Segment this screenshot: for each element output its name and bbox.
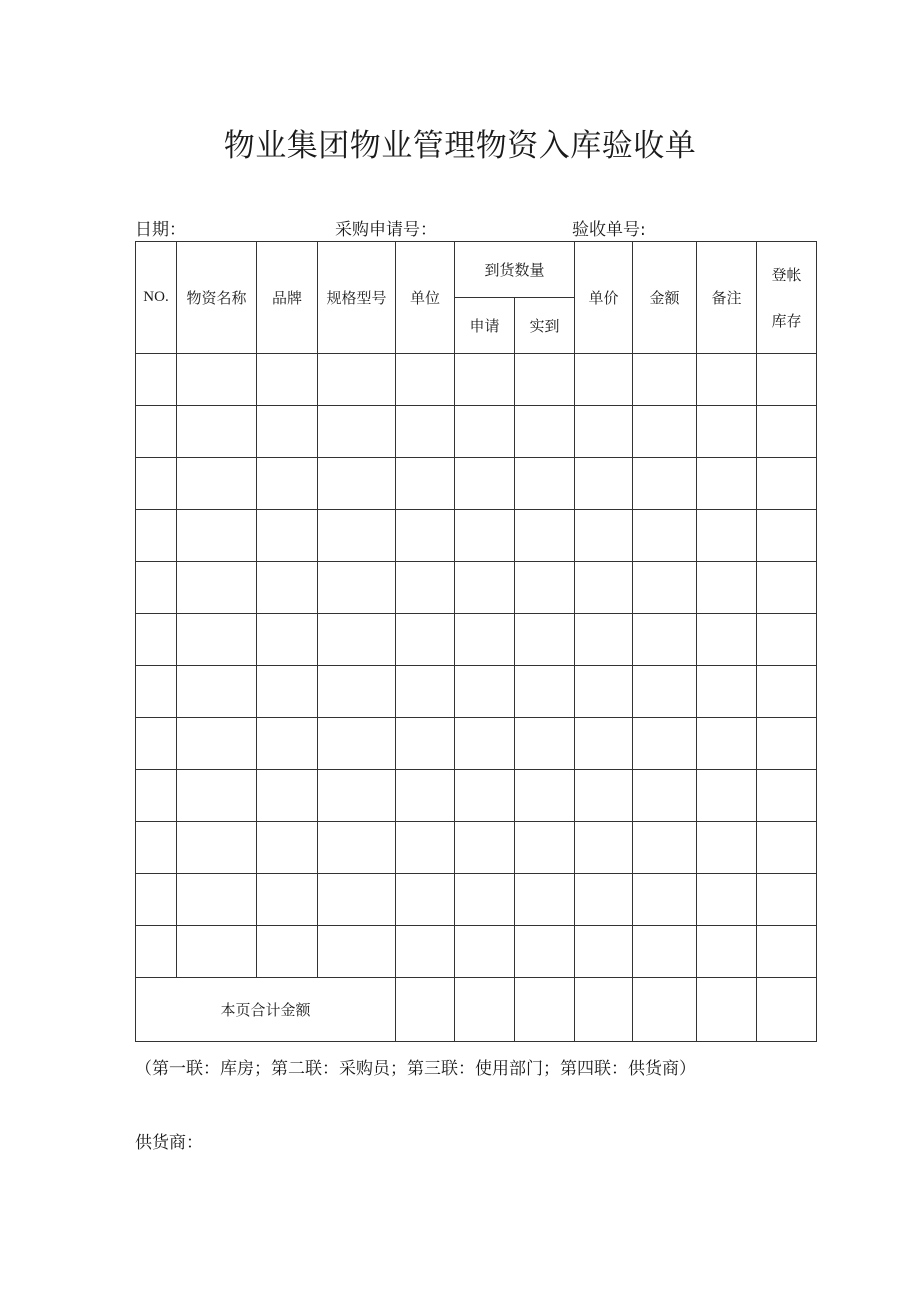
table-cell[interactable] [697,354,757,406]
supplier-label: 供货商： [135,1133,203,1153]
table-cell[interactable] [757,354,817,406]
table-cell[interactable] [697,614,757,666]
table-cell[interactable] [455,822,515,874]
table-cell[interactable] [575,822,633,874]
table-row [136,510,817,562]
total-cell[interactable] [757,978,817,1042]
table-cell[interactable] [455,562,515,614]
table-cell[interactable] [177,510,257,562]
table-cell[interactable] [257,770,318,822]
table-cell[interactable] [136,354,177,406]
table-cell[interactable] [177,770,257,822]
table-cell[interactable] [575,770,633,822]
table-cell[interactable] [455,354,515,406]
table-cell[interactable] [575,614,633,666]
total-cell[interactable] [455,978,515,1042]
table-cell[interactable] [757,822,817,874]
table-cell[interactable] [177,822,257,874]
table-cell[interactable] [515,614,575,666]
table-cell[interactable] [633,510,697,562]
table-cell[interactable] [575,406,633,458]
table-cell[interactable] [257,458,318,510]
table-cell[interactable] [455,666,515,718]
table-cell[interactable] [136,718,177,770]
table-cell[interactable] [455,406,515,458]
table-cell[interactable] [633,562,697,614]
header-brand: 品牌 [257,242,318,354]
table-cell[interactable] [697,770,757,822]
table-cell[interactable] [697,926,757,978]
table-cell[interactable] [697,718,757,770]
table-cell[interactable] [697,406,757,458]
table-cell[interactable] [257,718,318,770]
header-applied: 申请 [455,298,515,354]
table-cell[interactable] [515,354,575,406]
table-row [136,926,817,978]
table-cell[interactable] [177,562,257,614]
header-actual: 实到 [515,298,575,354]
table-cell[interactable] [515,510,575,562]
table-cell[interactable] [396,562,455,614]
table-cell[interactable] [455,510,515,562]
table-cell[interactable] [136,562,177,614]
table-cell[interactable] [257,666,318,718]
table-row [136,874,817,926]
table-cell[interactable] [515,926,575,978]
table-cell[interactable] [396,874,455,926]
table-cell[interactable] [318,562,396,614]
table-cell[interactable] [318,666,396,718]
total-cell[interactable] [633,978,697,1042]
table-cell[interactable] [575,874,633,926]
table-row [136,406,817,458]
table-cell[interactable] [318,614,396,666]
table-cell[interactable] [318,718,396,770]
table-cell[interactable] [697,562,757,614]
header-ledger: 登帐 [771,265,802,284]
table-cell[interactable] [515,874,575,926]
total-cell[interactable] [396,978,455,1042]
table-cell[interactable] [396,354,455,406]
table-cell[interactable] [455,874,515,926]
table-cell[interactable] [318,510,396,562]
table-row [136,770,817,822]
header-arrival-qty: 到货数量 [455,242,575,298]
table-cell[interactable] [396,510,455,562]
table-cell[interactable] [515,718,575,770]
table-cell[interactable] [318,354,396,406]
table-cell[interactable] [257,822,318,874]
table-cell[interactable] [757,718,817,770]
header-spec: 规格型号 [318,242,396,354]
date-label: 日期： [135,220,186,240]
table-cell[interactable] [257,874,318,926]
table-cell[interactable] [633,614,697,666]
table-cell[interactable] [396,718,455,770]
table-cell[interactable] [757,666,817,718]
table-cell[interactable] [575,718,633,770]
table-cell[interactable] [633,406,697,458]
table-cell[interactable] [396,822,455,874]
table-cell[interactable] [177,874,257,926]
total-label: 本页合计金额 [136,978,396,1042]
table-cell[interactable] [177,666,257,718]
form-title: 物业集团物业管理物资入库验收单 [223,128,697,164]
copies-note: （第一联：库房；第二联：采购员；第三联：使用部门；第四联：供货商） [135,1059,696,1079]
table-cell[interactable] [257,614,318,666]
table-cell[interactable] [177,458,257,510]
table-cell[interactable] [177,718,257,770]
table-cell[interactable] [136,926,177,978]
table-cell[interactable] [257,926,318,978]
header-price: 单价 [575,242,633,354]
table-cell[interactable] [177,614,257,666]
table-cell[interactable] [318,926,396,978]
table-cell[interactable] [697,458,757,510]
table-cell[interactable] [633,718,697,770]
table-cell[interactable] [396,926,455,978]
table-cell[interactable] [575,458,633,510]
table-cell[interactable] [136,614,177,666]
request-number-label: 采购申请号： [335,220,437,240]
table-cell[interactable] [318,406,396,458]
header-amount: 金额 [633,242,697,354]
total-cell[interactable] [515,978,575,1042]
table-row [136,458,817,510]
table-cell[interactable] [257,354,318,406]
table-cell[interactable] [515,458,575,510]
header-name: 物资名称 [177,242,257,354]
table-cell[interactable] [318,458,396,510]
table-row [136,666,817,718]
table-cell[interactable] [177,354,257,406]
table-row [136,614,817,666]
table-cell[interactable] [455,926,515,978]
table-cell[interactable] [136,770,177,822]
header-no: NO. [136,242,177,354]
table-cell[interactable] [633,926,697,978]
table-cell[interactable] [396,666,455,718]
table-cell[interactable] [136,666,177,718]
table-cell[interactable] [396,614,455,666]
table-cell[interactable] [575,666,633,718]
table-cell[interactable] [318,822,396,874]
table-cell[interactable] [177,406,257,458]
table-cell[interactable] [257,562,318,614]
table-cell[interactable] [633,666,697,718]
table-cell[interactable] [396,406,455,458]
table-cell[interactable] [633,770,697,822]
table-cell[interactable] [455,614,515,666]
table-cell[interactable] [455,718,515,770]
header-row [136,242,817,298]
table-row [136,718,817,770]
table-cell[interactable] [757,406,817,458]
total-cell[interactable] [575,978,633,1042]
table-cell[interactable] [757,458,817,510]
acceptance-table [135,241,817,1042]
table-cell[interactable] [455,770,515,822]
table-cell[interactable] [697,510,757,562]
table-row [136,562,817,614]
table-cell[interactable] [757,874,817,926]
total-row [136,978,817,1042]
table-cell[interactable] [515,406,575,458]
table-cell[interactable] [575,562,633,614]
table-cell[interactable] [257,510,318,562]
table-cell[interactable] [257,406,318,458]
header-ledger-stock [757,242,817,354]
table-cell[interactable] [757,562,817,614]
table-cell[interactable] [136,874,177,926]
table-cell[interactable] [318,874,396,926]
table-cell[interactable] [177,926,257,978]
table-cell[interactable] [318,770,396,822]
table-cell[interactable] [633,354,697,406]
table-cell[interactable] [757,770,817,822]
table-cell[interactable] [633,458,697,510]
table-cell[interactable] [455,458,515,510]
table-cell[interactable] [697,822,757,874]
table-cell[interactable] [757,510,817,562]
header-stock: 库存 [771,311,802,330]
table-cell[interactable] [633,874,697,926]
header-unit: 单位 [396,242,455,354]
table-cell[interactable] [757,926,817,978]
table-cell[interactable] [757,614,817,666]
table-cell[interactable] [396,458,455,510]
table-row [136,822,817,874]
table-cell[interactable] [515,770,575,822]
table-cell[interactable] [575,510,633,562]
table-cell[interactable] [697,666,757,718]
table-cell[interactable] [136,406,177,458]
table-cell[interactable] [515,822,575,874]
table-cell[interactable] [515,666,575,718]
total-cell[interactable] [697,978,757,1042]
table-cell[interactable] [697,874,757,926]
table-row [136,354,817,406]
table-cell[interactable] [575,354,633,406]
table-cell[interactable] [136,822,177,874]
acceptance-number-label: 验收单号: [572,220,646,240]
table-cell[interactable] [575,926,633,978]
table-cell[interactable] [136,458,177,510]
table-cell[interactable] [136,510,177,562]
table-cell[interactable] [396,770,455,822]
table-cell[interactable] [515,562,575,614]
header-remarks: 备注 [697,242,757,354]
table-cell[interactable] [633,822,697,874]
